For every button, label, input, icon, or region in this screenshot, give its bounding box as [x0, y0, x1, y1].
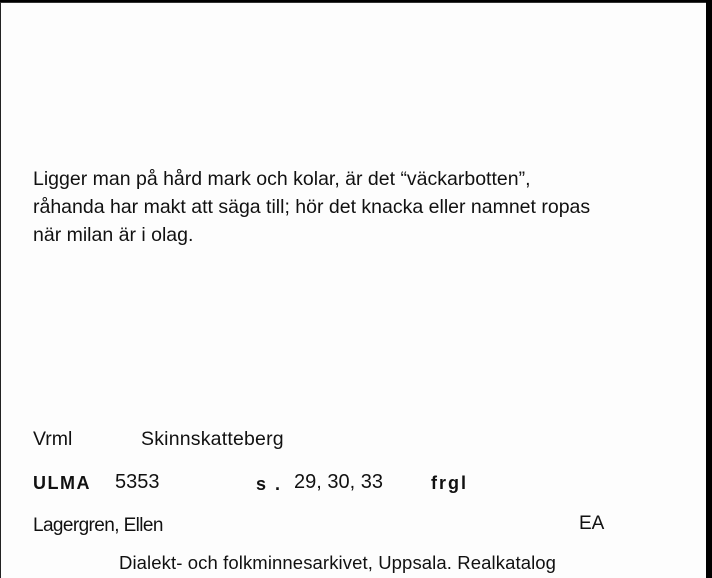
region-label: Vrml — [33, 428, 73, 450]
record-type: frgl — [431, 473, 468, 493]
archive-footer: Dialekt- och folkminnesarkivet, Uppsala. Realkatalog — [119, 552, 557, 573]
recorder-name: Lagergren, Ellen — [33, 515, 163, 536]
parish-label: Skinnskatteberg — [141, 428, 284, 450]
recorder-initials: EA — [579, 513, 605, 534]
body-line-1: Ligger man på hård mark och kolar, är det “väckarbotten”, — [33, 168, 531, 190]
archive-card — [0, 2, 706, 578]
body-line-3: när milan är i olag. — [33, 224, 194, 246]
body-line-2: råhanda har makt att säga till; hör det knacka eller namnet ropas — [33, 196, 591, 218]
page-prefix: s . — [256, 474, 283, 494]
archive-code: ULMA — [33, 473, 91, 493]
card-body-text — [33, 165, 693, 249]
card-edge-shadow — [706, 0, 712, 578]
page-numbers: 29, 30, 33 — [294, 471, 383, 493]
archive-number: 5353 — [115, 471, 160, 493]
